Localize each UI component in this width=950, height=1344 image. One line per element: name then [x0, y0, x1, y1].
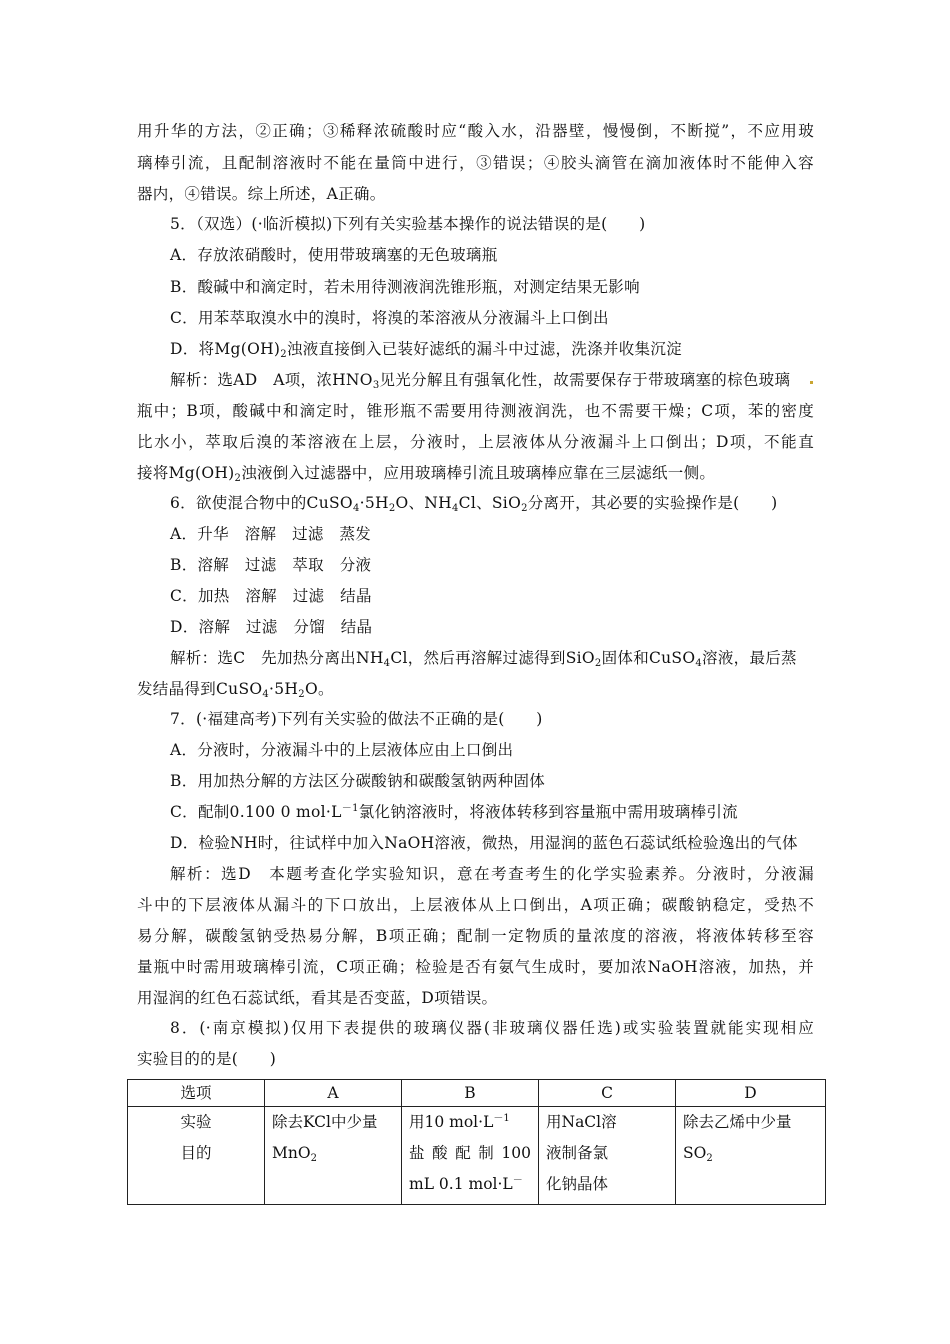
q5-option-b: B．酸碱中和滴定时，若未用待测液润洗锥形瓶，对测定结果无影响	[170, 278, 640, 296]
cell-c-line-1: 用NaCl溶	[546, 1113, 617, 1131]
table-header-row	[128, 1080, 826, 1107]
cell-b-line-3: mL 0.1 mol·L－	[409, 1175, 523, 1193]
intro-line-1: 用升华的方法，②正确；③稀释浓硫酸时应“酸入水，沿器壁，慢慢倒，不断搅”，不应用玻	[137, 122, 814, 140]
q5-stem: 5．（双选）(·临沂模拟)下列有关实验基本操作的说法错误的是( )	[170, 215, 646, 233]
q6-analysis-line-1: 解析：选C 先加热分离出$NH_4Cl$，然后再溶解过滤得到SiO$_2$固体和CuSO$_4$溶液，最后蒸	[170, 649, 797, 669]
q7-option-b: B．用加热分解的方法区分碳酸钠和碳酸氢钠两种固体	[170, 772, 546, 790]
q8-stem-line-1: 8．(·南京模拟)仅用下表提供的玻璃仪器(非玻璃仪器任选)或实验装置就能实现相应	[170, 1019, 814, 1037]
q7-option-c: C．配制0.100 0 $mol\cdot L^{-1}$氯化钠溶液时，将液体转移到容量瓶中需用玻璃棒引流	[170, 803, 738, 821]
header-b: B	[402, 1080, 539, 1107]
header-a: A	[265, 1080, 402, 1107]
intro-line-2: 璃棒引流，且配制溶液时不能在量筒中进行，③错误；④胶头滴管在滴加液体时不能伸入容	[137, 154, 814, 172]
q5-analysis-line-1: 解析：选AD A项，浓$HNO_3$见光分解且有强氧化性，故需要保存于带玻璃塞的棕色玻璃	[170, 371, 791, 391]
q6-option-b: B．溶解 过滤 萃取 分液	[170, 556, 372, 574]
cell-a	[265, 1107, 402, 1205]
options-table	[127, 1079, 826, 1205]
q5-option-c: C．用苯萃取溴水中的溴时，将溴的苯溶液从分液漏斗上口倒出	[170, 309, 609, 327]
q5-analysis-line-4: 接将$Mg(OH)_2$浊液倒入过滤器中，应用玻璃棒引流且玻璃棒应靠在三层滤纸一侧。	[137, 464, 716, 484]
table-row-purpose	[128, 1107, 826, 1205]
cell-b	[402, 1107, 539, 1205]
intro-line-3: 器内，④错误。综上所述，A正确。	[137, 185, 386, 203]
q6-option-d: D．溶解 过滤 分馏 结晶	[170, 618, 373, 636]
cell-d	[676, 1107, 826, 1205]
label-line-1: 实验	[180, 1113, 212, 1131]
cell-d-line-1: 除去乙烯中少量	[683, 1113, 792, 1131]
q7-option-d: D．检验NH时，往试样中加入NaOH溶液，微热，用湿润的蓝色石蕊试纸检验逸出的气体	[170, 834, 798, 852]
q7-analysis-line-2: 斗中的下层液体从漏斗的下口放出，上层液体从上口倒出，A项正确；碳酸钠稳定，受热不	[137, 896, 814, 914]
q7-analysis-line-1: 解析：选D 本题考查化学实验知识，意在考查考生的化学实验素养。分液时，分液漏	[170, 865, 814, 883]
header-d: D	[676, 1080, 826, 1107]
q5-analysis-line-3: 比水小，萃取后溴的苯溶液在上层，分液时，上层液体从分液漏斗上口倒出；D项，不能直	[137, 433, 814, 451]
q5-analysis-line-2: 瓶中；B项，酸碱中和滴定时，锥形瓶不需要用待测液润洗，也不需要干燥；C项，苯的密度	[137, 402, 814, 420]
q6-analysis-line-2: 发结晶得到$CuSO_4\cdot 5H_2O$。	[137, 680, 334, 700]
q6-stem: 6．欲使混合物中的$CuSO_4\cdot 5H_2O$、$NH_4Cl$、SiO$_2$分离开，其必要的实验操作是( )	[170, 494, 778, 514]
q7-stem: 7．(·福建高考)下列有关实验的做法不正确的是( )	[170, 710, 543, 728]
cell-c	[539, 1107, 676, 1205]
q7-analysis-line-4: 量瓶中时需用玻璃棒引流，C项正确；检验是否有氨气生成时，要加浓NaOH溶液，加热，并	[137, 958, 814, 976]
cell-a-line-2: MnO$_2$	[272, 1144, 317, 1164]
stray-mark	[810, 381, 813, 384]
q5-option-a: A．存放浓硝酸时，使用带玻璃塞的无色玻璃瓶	[170, 246, 498, 264]
label-line-2: 目的	[180, 1144, 212, 1162]
q5-option-d: D．将$Mg(OH)_2$浊液直接倒入已装好滤纸的漏斗中过滤，洗涤并收集沉淀	[170, 340, 682, 360]
q7-analysis-line-5: 用湿润的红色石蕊试纸，看其是否变蓝，D项错误。	[137, 989, 498, 1007]
q6-option-c: C．加热 溶解 过滤 结晶	[170, 587, 372, 605]
header-c: C	[539, 1080, 676, 1107]
cell-b-line-1: 用10 $mol\cdot L^{-1}$	[409, 1113, 510, 1131]
cell-b-line-2: 盐酸配制100	[409, 1144, 531, 1162]
q7-analysis-line-3: 易分解，碳酸氢钠受热易分解，B项正确；配制一定物质的量浓度的溶液，将液体转移至容	[137, 927, 814, 945]
q7-option-a: A．分液时，分液漏斗中的上层液体应由上口倒出	[170, 741, 514, 759]
cell-c-line-3: 化钠晶体	[546, 1175, 609, 1193]
q6-option-a: A．升华 溶解 过滤 蒸发	[170, 525, 372, 543]
cell-c-line-2: 液制备氯	[546, 1144, 609, 1162]
q8-stem-line-2: 实验目的的是( )	[137, 1050, 277, 1068]
header-option: 选项	[128, 1080, 265, 1107]
cell-a-line-1: 除去KCl中少量	[272, 1113, 378, 1131]
cell-d-line-2: $SO_2$	[683, 1144, 713, 1164]
cell-label	[128, 1107, 265, 1205]
